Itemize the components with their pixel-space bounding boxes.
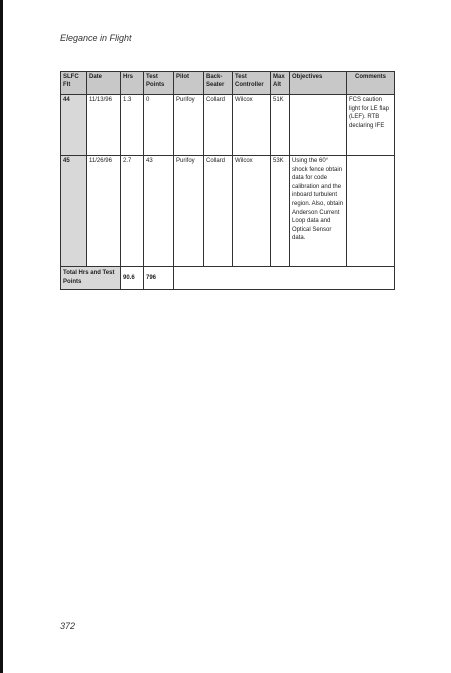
col-header-max-alt: Max Alt — [271, 72, 290, 95]
page-number: 372 — [60, 621, 76, 631]
total-row-filler — [174, 267, 395, 290]
cell-pilot: Purifoy — [174, 156, 204, 267]
col-header-comments: Comments — [347, 72, 395, 95]
total-row — [61, 267, 395, 290]
table-header-row — [61, 72, 395, 95]
table-row — [61, 156, 395, 267]
cell-pilot: Purifoy — [174, 95, 204, 156]
col-header-test-controller: Test Controller — [233, 72, 271, 95]
cell-comments: FCS caution light for LE flap (LEF). RTB declaring IFE — [347, 95, 395, 156]
cell-flt: 44 — [61, 95, 87, 156]
col-header-date: Date — [87, 72, 121, 95]
col-header-test-points: Test Points — [144, 72, 174, 95]
col-header-hrs: Hrs — [121, 72, 144, 95]
col-header-slfc-flt: SLFC Flt — [61, 72, 87, 95]
cell-flt: 45 — [61, 156, 87, 267]
cell-comments — [347, 156, 395, 267]
running-header: Elegance in Flight — [60, 33, 132, 43]
col-header-back-seater: Back-Seater — [204, 72, 233, 95]
cell-test-points: 0 — [144, 95, 174, 156]
cell-date: 11/26/96 — [87, 156, 121, 267]
page-edge-bar — [0, 0, 3, 673]
cell-max-alt: 51K — [271, 95, 290, 156]
col-header-objectives: Objectives — [290, 72, 347, 95]
cell-objectives — [290, 95, 347, 156]
cell-test-controller: Wilcox — [233, 95, 271, 156]
cell-objectives: Using the 60° shock fence obtain data for code calibration and the inboard turbulent region. Also, obtain Anderson Current Loop data and Optical Sensor data. — [290, 156, 347, 267]
total-hrs: 90.6 — [121, 267, 144, 290]
table-row — [61, 95, 395, 156]
cell-test-points: 43 — [144, 156, 174, 267]
cell-date: 11/13/96 — [87, 95, 121, 156]
cell-max-alt: 53K — [271, 156, 290, 267]
cell-hrs: 2.7 — [121, 156, 144, 267]
cell-back-seater: Collard — [204, 156, 233, 267]
cell-test-controller: Wilcox — [233, 156, 271, 267]
flight-log-table — [60, 71, 395, 290]
total-label: Total Hrs and Test Points — [61, 267, 121, 290]
col-header-pilot: Pilot — [174, 72, 204, 95]
cell-hrs: 1.3 — [121, 95, 144, 156]
cell-back-seater: Collard — [204, 95, 233, 156]
total-test-points: 796 — [144, 267, 174, 290]
